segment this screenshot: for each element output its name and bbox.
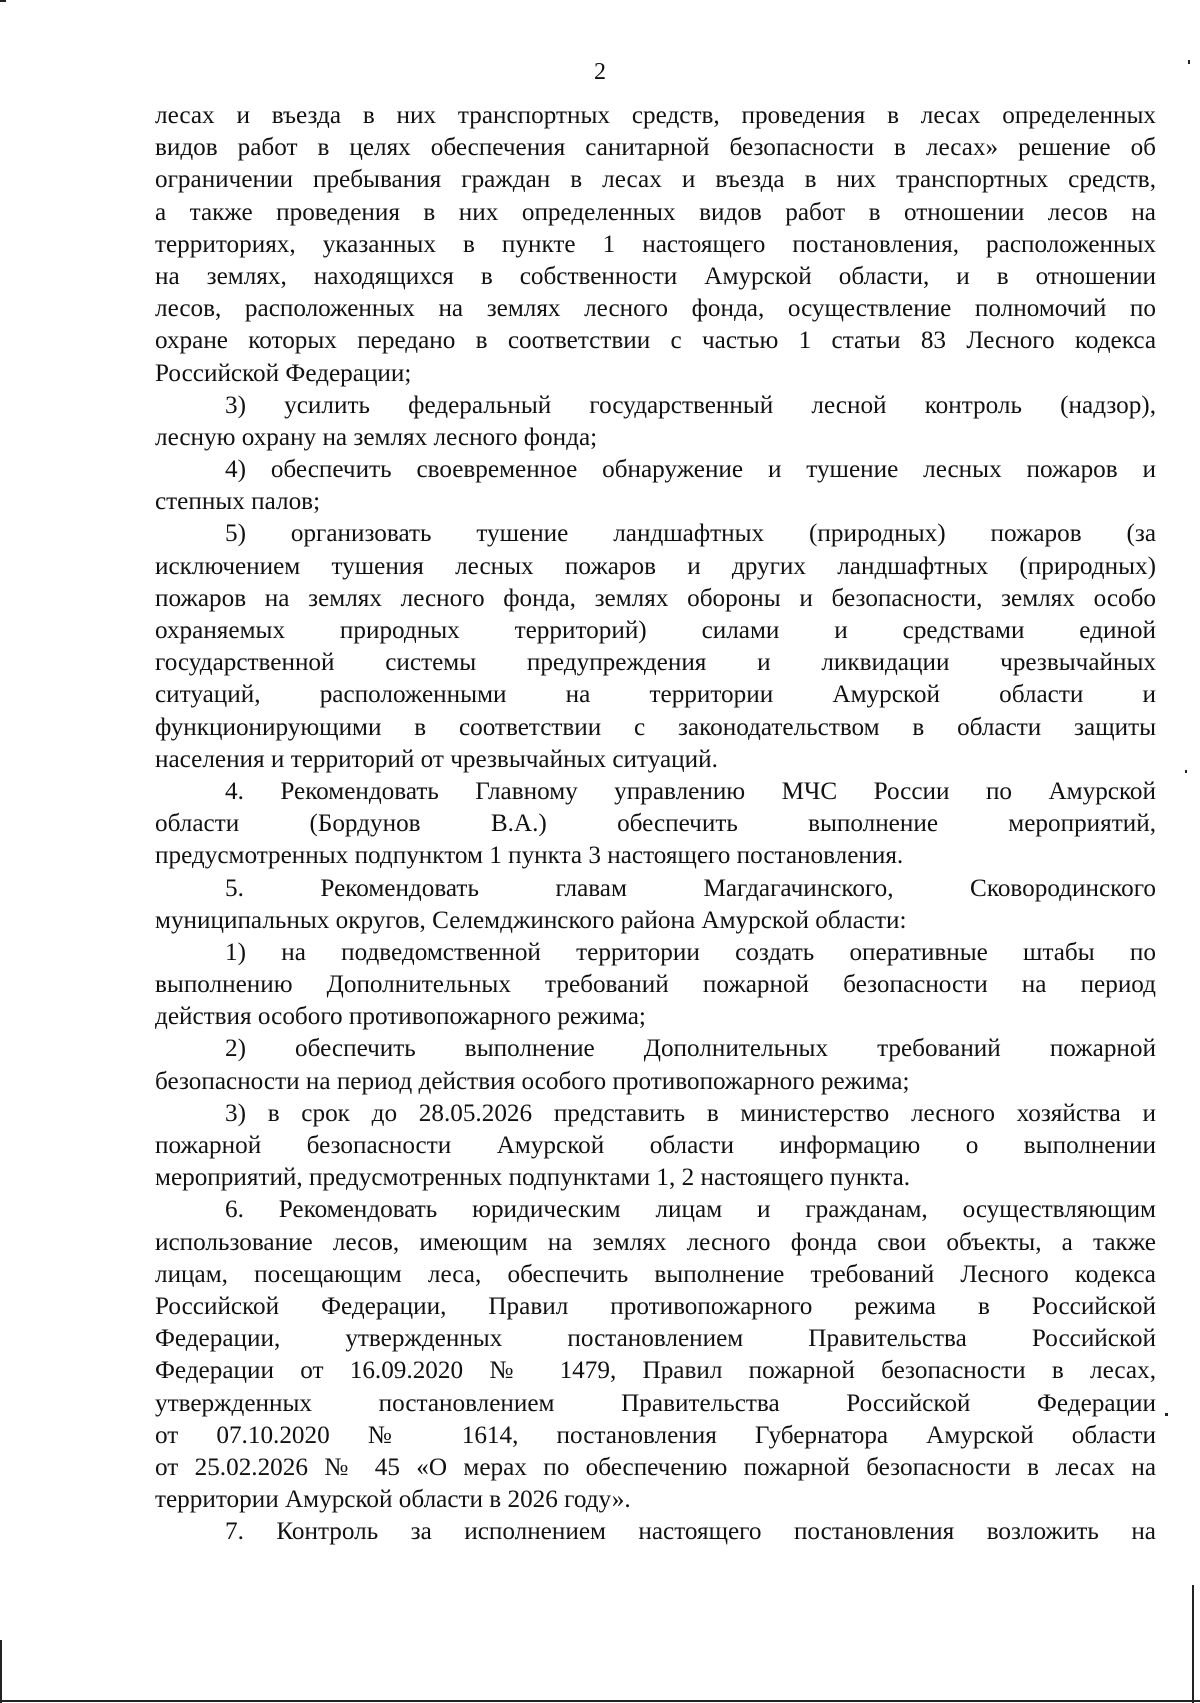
text-line: территории Амурской области в 2026 году». (155, 1486, 631, 1514)
text-line: 2) обеспечить выполнение Дополнительных требований пожарной (225, 1035, 1156, 1063)
text-line: от 07.10.2020 № 1614, постановления Губернатора Амурской области (155, 1421, 1156, 1449)
text-line: 1) на подведомственной территории создать оперативные штабы по (225, 938, 1156, 966)
text-line: от 25.02.2026 № 45 «О мерах по обеспечению пожарной безопасности в лесах на (155, 1453, 1156, 1481)
text-line: государственной системы предупреждения и ликвидации чрезвычайных (155, 649, 1156, 677)
text-line: безопасности на период действия особого противопожарного режима; (155, 1067, 910, 1095)
page-number: 2 (594, 59, 606, 85)
text-line: лесов, расположенных на землях лесного фонда, осуществление полномочий по (155, 295, 1156, 323)
text-line: на землях, находящихся в собственности Амурской области, и в отношении (155, 262, 1156, 290)
text-line: Федерации, утвержденных постановлением Правительства Российской (155, 1325, 1156, 1353)
text-line: лицам, посещающим леса, обеспечить выполнение требований Лесного кодекса (155, 1260, 1156, 1288)
text-line: 6. Рекомендовать юридическим лицам и гражданам, осуществляющим (225, 1196, 1156, 1224)
text-line: Российской Федерации; (155, 359, 412, 387)
text-line: пожаров на землях лесного фонда, землях обороны и безопасности, землях особо (155, 584, 1156, 612)
text-line: охране которых передано в соответствии с частью 1 статьи 83 Лесного кодекса (155, 327, 1156, 355)
text-line: населения и территорий от чрезвычайных ситуаций. (155, 745, 718, 773)
text-line: предусмотренных подпунктом 1 пункта 3 настоящего постановления. (155, 842, 904, 870)
scan-edge-mark (0, 1640, 2, 1703)
text-line: выполнению Дополнительных требований пожарной безопасности на период (155, 971, 1156, 999)
text-line: степных палов; (155, 488, 321, 516)
text-line: лесах и въезда в них транспортных средств, проведения в лесах определенных (155, 102, 1156, 129)
scan-edge-mark (1192, 1585, 1194, 1703)
text-line: использование лесов, имеющим на землях лесного фонда свои объекты, а также (155, 1228, 1156, 1256)
text-line: охраняемых природных территорий) силами и средствами единой (155, 617, 1156, 644)
scan-edge-mark (1188, 60, 1190, 64)
scan-edge-mark (1185, 770, 1187, 773)
scan-edge-mark (0, 1700, 1200, 1702)
text-line: 4) обеспечить своевременное обнаружение и тушение лесных пожаров и (225, 456, 1156, 484)
text-line: 3) усилить федеральный государственный лесной контроль (надзор), (225, 391, 1156, 419)
text-line: ситуаций, расположенными на территории Амурской области и (155, 681, 1156, 709)
scan-edge-mark (0, 0, 6, 2)
text-line: 4. Рекомендовать Главному управлению МЧС России по Амурской (225, 777, 1156, 805)
text-line: 5) организовать тушение ландшафтных (природных) пожаров (за (225, 520, 1156, 548)
text-line: а также проведения в них определенных видов работ в отношении лесов на (155, 198, 1156, 226)
text-line: области (Бордунов В.А.) обеспечить выполнение мероприятий, (155, 810, 1156, 838)
text-line: Федерации от 16.09.2020 № 1479, Правил пожарной безопасности в лесах, (155, 1357, 1156, 1385)
text-line: утвержденных постановлением Правительства Российской Федерации (155, 1389, 1156, 1417)
scan-edge-mark (1165, 1413, 1168, 1416)
text-line: функционирующими в соответствии с законодательством в области защиты (155, 713, 1156, 741)
text-line: действия особого противопожарного режима; (155, 1003, 646, 1031)
text-line: исключением тушения лесных пожаров и других ландшафтных (природных) (155, 552, 1156, 580)
text-line: территориях, указанных в пункте 1 настоящего постановления, расположенных (155, 230, 1156, 258)
text-line: 3) в срок до 28.05.2026 представить в министерство лесного хозяйства и (225, 1099, 1156, 1127)
text-line: 7. Контроль за исполнением настоящего постановления возложить на (225, 1518, 1156, 1546)
text-line: ограничении пребывания граждан в лесах и въезда в них транспортных средств, (155, 166, 1156, 194)
text-line: муниципальных округов, Селемджинского района Амурской области: (155, 906, 907, 934)
text-line: мероприятий, предусмотренных подпунктами 1, 2 настоящего пункта. (155, 1164, 911, 1192)
text-line: видов работ в целях обеспечения санитарной безопасности в лесах» решение об (155, 134, 1156, 162)
text-line: лесную охрану на землях лесного фонда; (155, 423, 598, 451)
document-body (155, 100, 1156, 1548)
text-line: Российской Федерации, Правил противопожарного режима в Российской (155, 1292, 1156, 1320)
text-line: 5. Рекомендовать главам Магдагачинского, Сковородинского (225, 874, 1156, 902)
text-line: пожарной безопасности Амурской области информацию о выполнении (155, 1132, 1156, 1159)
